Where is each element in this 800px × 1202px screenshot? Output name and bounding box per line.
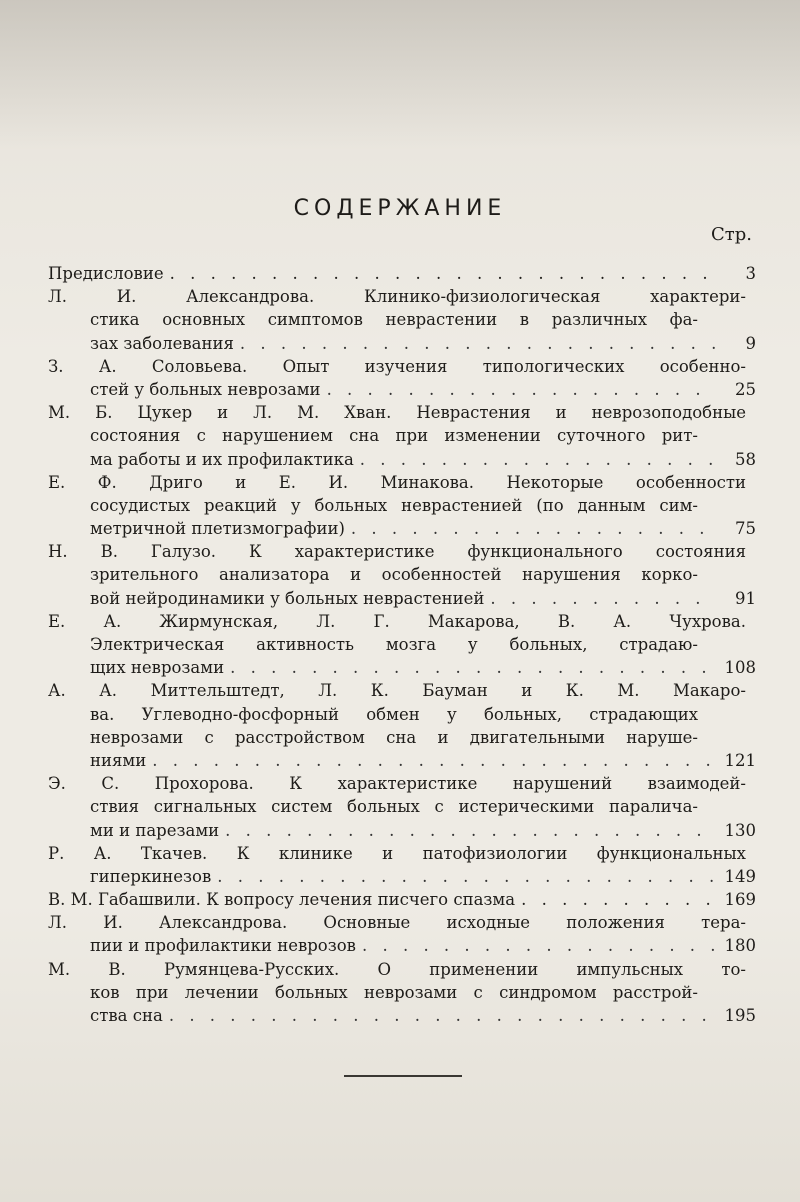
toc-entry-line: Электрическая активность мозга у больных, страдаю- xyxy=(90,635,698,654)
toc-entry-line: Е. Ф. Дриго и Е. И. Минакова. Некоторые особенности xyxy=(48,472,746,492)
toc-entry-line: ствия сигнальных систем больных с истерическими паралича- xyxy=(90,797,698,817)
toc-entry xyxy=(48,958,756,1028)
page-column-label: Стр. xyxy=(711,224,752,245)
toc-entry-text: щих неврозами xyxy=(90,658,225,678)
leader-dots xyxy=(224,656,716,679)
page-number: 180 xyxy=(724,936,756,956)
toc-entry-line: ва. Углеводно-фосфорный обмен у больных, страдающих xyxy=(90,704,698,724)
leader-dots xyxy=(356,934,716,957)
toc-entry-last-line xyxy=(48,888,756,911)
toc-entry xyxy=(48,911,756,957)
toc-entry-line: А. А. Миттельштедт, Л. К. Бауман и К. М. Макаро- xyxy=(48,681,746,701)
page-number: 149 xyxy=(724,866,756,886)
toc-entry-line: стика основных симптомов неврастении в различных фа- xyxy=(90,310,698,330)
toc-entry-last-line xyxy=(48,448,756,471)
leader-dots xyxy=(354,448,716,471)
page-number: 9 xyxy=(745,333,756,353)
leader-dots xyxy=(164,262,716,285)
page-title: СОДЕРЖАНИЕ xyxy=(293,196,507,221)
toc-entry-last-line xyxy=(48,749,756,772)
toc-entry-text: вой нейродинамики у больных неврастенией xyxy=(90,588,485,608)
toc-entry-line: Н. В. Галузо. К характеристике функционального состояния xyxy=(48,542,746,562)
toc-entry-last-line xyxy=(48,517,756,540)
toc-entry-text: ма работы и их профилактика xyxy=(90,449,354,469)
toc-entry-text: метричной плетизмографии) xyxy=(90,519,345,539)
leader-dots xyxy=(146,749,716,772)
leader-dots xyxy=(234,332,716,355)
toc-entry xyxy=(48,471,756,541)
page-number: 130 xyxy=(724,820,756,840)
toc-entry-line: ков при лечении больных неврозами с синдромом расстрой- xyxy=(90,982,698,1002)
toc-entry xyxy=(48,679,756,772)
toc-entry xyxy=(48,262,756,285)
toc-entry-text: зах заболевания xyxy=(90,333,234,353)
page-number: 121 xyxy=(724,750,756,770)
toc-entry-text: гиперкинезов xyxy=(90,866,212,886)
toc-entry-line: М. В. Румянцева-Русских. О применении импульсных то- xyxy=(48,959,746,979)
toc-entry-last-line xyxy=(48,934,756,957)
leader-dots xyxy=(163,1004,716,1027)
toc-entry-text: ми и парезами xyxy=(90,820,220,840)
toc-entry xyxy=(48,355,756,401)
toc-entry-line: Р. А. Ткачев. К клинике и патофизиологии функциональных xyxy=(48,843,746,863)
toc-entry-last-line xyxy=(48,378,756,401)
toc-entry-line: З. А. Соловьева. Опыт изучения типологических особенно- xyxy=(48,356,746,376)
toc-entry-text: В. М. Габашвили. К вопросу лечения писчего спазма xyxy=(48,890,516,910)
toc-entry xyxy=(48,772,756,842)
toc-entry-line: неврозами с расстройством сна и двигательными наруше- xyxy=(90,727,698,747)
toc-entry xyxy=(48,888,756,911)
toc-entry-last-line xyxy=(48,1004,756,1027)
toc-entry-last-line xyxy=(48,865,756,888)
toc-entry xyxy=(48,285,756,355)
toc-entry xyxy=(48,401,756,471)
toc-entry-line: Э. С. Прохорова. К характеристике нарушений взаимодей- xyxy=(48,774,746,794)
toc-entry-line: М. Б. Цукер и Л. М. Хван. Неврастения и неврозоподобные xyxy=(48,403,746,423)
toc-entry-line: зрительного анализатора и особенностей нарушения корко- xyxy=(90,565,698,585)
toc-entry-line: Е. А. Жирмунская, Л. Г. Макарова, В. А. Чухрова. xyxy=(48,611,746,631)
toc-entry-text: стей у больных неврозами xyxy=(90,379,321,399)
page-number: 3 xyxy=(745,264,756,283)
page-number: 91 xyxy=(735,588,756,608)
leader-dots xyxy=(515,888,716,911)
leader-dots xyxy=(345,517,716,540)
toc-entry-last-line xyxy=(48,819,756,842)
leader-dots xyxy=(484,587,716,610)
toc-entry-text: ниями xyxy=(90,750,147,770)
toc-entry xyxy=(48,540,756,610)
toc-entry-line: сосудистых реакций у больных неврастенией (по данным сим- xyxy=(90,495,698,515)
toc-entry-last-line xyxy=(48,262,756,285)
table-of-contents xyxy=(48,262,756,1027)
toc-entry-line: состояния с нарушением сна при изменении суточного рит- xyxy=(90,426,698,446)
page-number: 58 xyxy=(735,449,756,469)
leader-dots xyxy=(219,819,716,842)
leader-dots xyxy=(211,865,716,888)
leader-dots xyxy=(321,378,716,401)
toc-entry-line: Л. И. Александрова. Основные исходные положения тера- xyxy=(48,913,746,933)
toc-entry-last-line xyxy=(48,587,756,610)
page-number: 108 xyxy=(724,658,756,678)
toc-entry-last-line xyxy=(48,656,756,679)
toc-entry-last-line xyxy=(48,332,756,355)
page-number: 195 xyxy=(724,1006,756,1025)
page-shadow xyxy=(0,0,800,150)
toc-entry-text: ства сна xyxy=(90,1006,163,1025)
page-number: 169 xyxy=(724,890,756,910)
toc-entry xyxy=(48,842,756,888)
toc-entry-line: Л. И. Александрова. Клинико-физиологическая характери- xyxy=(48,287,746,307)
page-number: 75 xyxy=(735,519,756,539)
divider-rule xyxy=(344,1075,462,1077)
page-number: 25 xyxy=(735,379,756,399)
toc-entry xyxy=(48,610,756,680)
toc-entry-text: Предисловие xyxy=(48,264,164,283)
toc-entry-text: пии и профилактики неврозов xyxy=(90,936,356,956)
